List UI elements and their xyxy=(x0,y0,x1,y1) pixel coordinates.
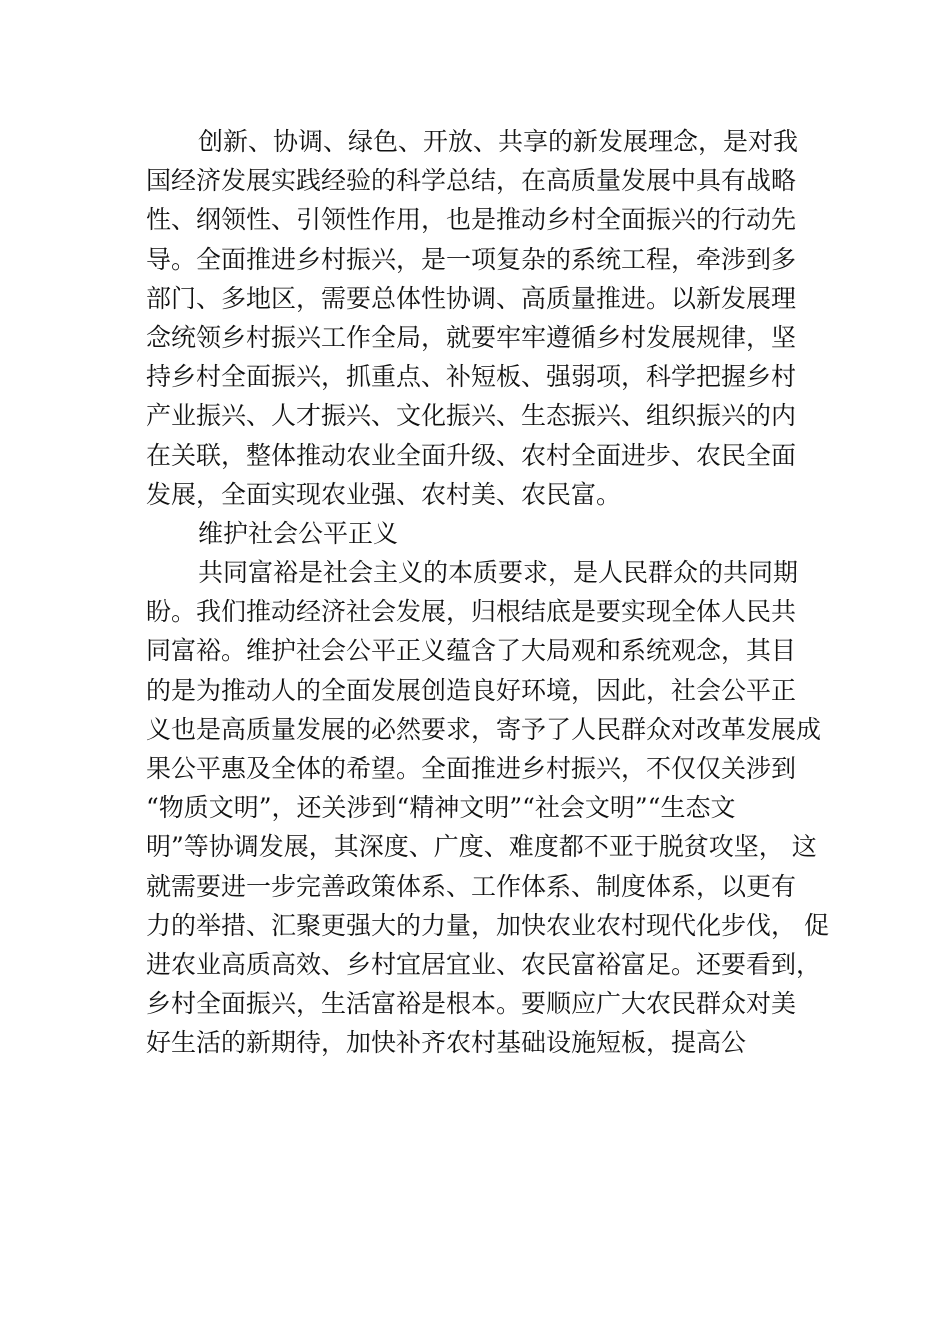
text-line: 果公平惠及全体的希望。全面推进乡村振兴，不仅仅关涉到 xyxy=(146,754,797,783)
text-line: 好生活的新期待，加快补齐农村基础设施短板，提高公 xyxy=(146,1028,747,1058)
document-page xyxy=(146,122,829,1063)
text-line: 产业振兴、人才振兴、文化振兴、生态振兴、组织振兴的内 xyxy=(146,401,797,431)
text-line: 部门、多地区，需要总体性协调、高质量推进。以新发展理 xyxy=(146,283,797,313)
text-line: 国经济发展实践经验的科学总结，在高质量发展中具有战略 xyxy=(146,166,797,196)
text-line: 盼。我们推动经济社会发展，归根结底是要实现全体人民共 xyxy=(146,597,797,627)
text-line: 明”等协调发展，其深度、广度、难度都不亚于脱贫攻坚， 这 xyxy=(146,832,817,862)
text-line: 同富裕。维护社会公平正义蕴含了大局观和系统观念，其目 xyxy=(146,636,797,666)
text-line: 共同富裕是社会主义的本质要求，是人民群众的共同期 xyxy=(198,558,799,588)
text-line: 持乡村全面振兴，抓重点、补短板、强弱项，科学把握乡村 xyxy=(146,362,797,392)
text-line: 在关联，整体推动农业全面升级、农村全面进步、农民全面 xyxy=(146,440,797,470)
text-line: 就需要进一步完善政策体系、工作体系、制度体系，以更有 xyxy=(146,871,797,901)
text-line: 义也是高质量发展的必然要求，寄予了人民群众对改革发展成 xyxy=(146,714,822,744)
text-line: 乡村全面振兴，生活富裕是根本。要顺应广大农民群众对美 xyxy=(146,989,797,1019)
text-line: “物质文明”，还关涉到“精神文明”“社会文明”“生态文 xyxy=(146,793,736,823)
text-line: 发展，全面实现农业强、农村美、农民富。 xyxy=(146,479,622,509)
text-line: 念统领乡村振兴工作全局，就要牢牢遵循乡村发展规律，坚 xyxy=(146,322,797,352)
section-heading: 维护社会公平正义 xyxy=(198,518,399,548)
text-line: 性、纲领性、引领性作用，也是推动乡村全面振兴的行动先 xyxy=(146,205,797,235)
text-line: 进农业高质高效、乡村宜居宜业、农民富裕富足。还要看到， xyxy=(146,949,822,979)
paragraph-common-prosperity xyxy=(146,553,829,1062)
text-line: 导。全面推进乡村振兴，是一项复杂的系统工程，牵涉到多 xyxy=(146,244,797,274)
text-line: 的是为推动人的全面发展创造良好环境，因此，社会公平正 xyxy=(146,675,797,705)
paragraph-new-development-concept xyxy=(146,122,806,514)
text-line: 创新、协调、绿色、开放、共享的新发展理念，是对我 xyxy=(198,127,799,156)
text-line: 力的举措、汇聚更强大的力量，加快农业农村现代化步伐， 促 xyxy=(146,910,829,940)
